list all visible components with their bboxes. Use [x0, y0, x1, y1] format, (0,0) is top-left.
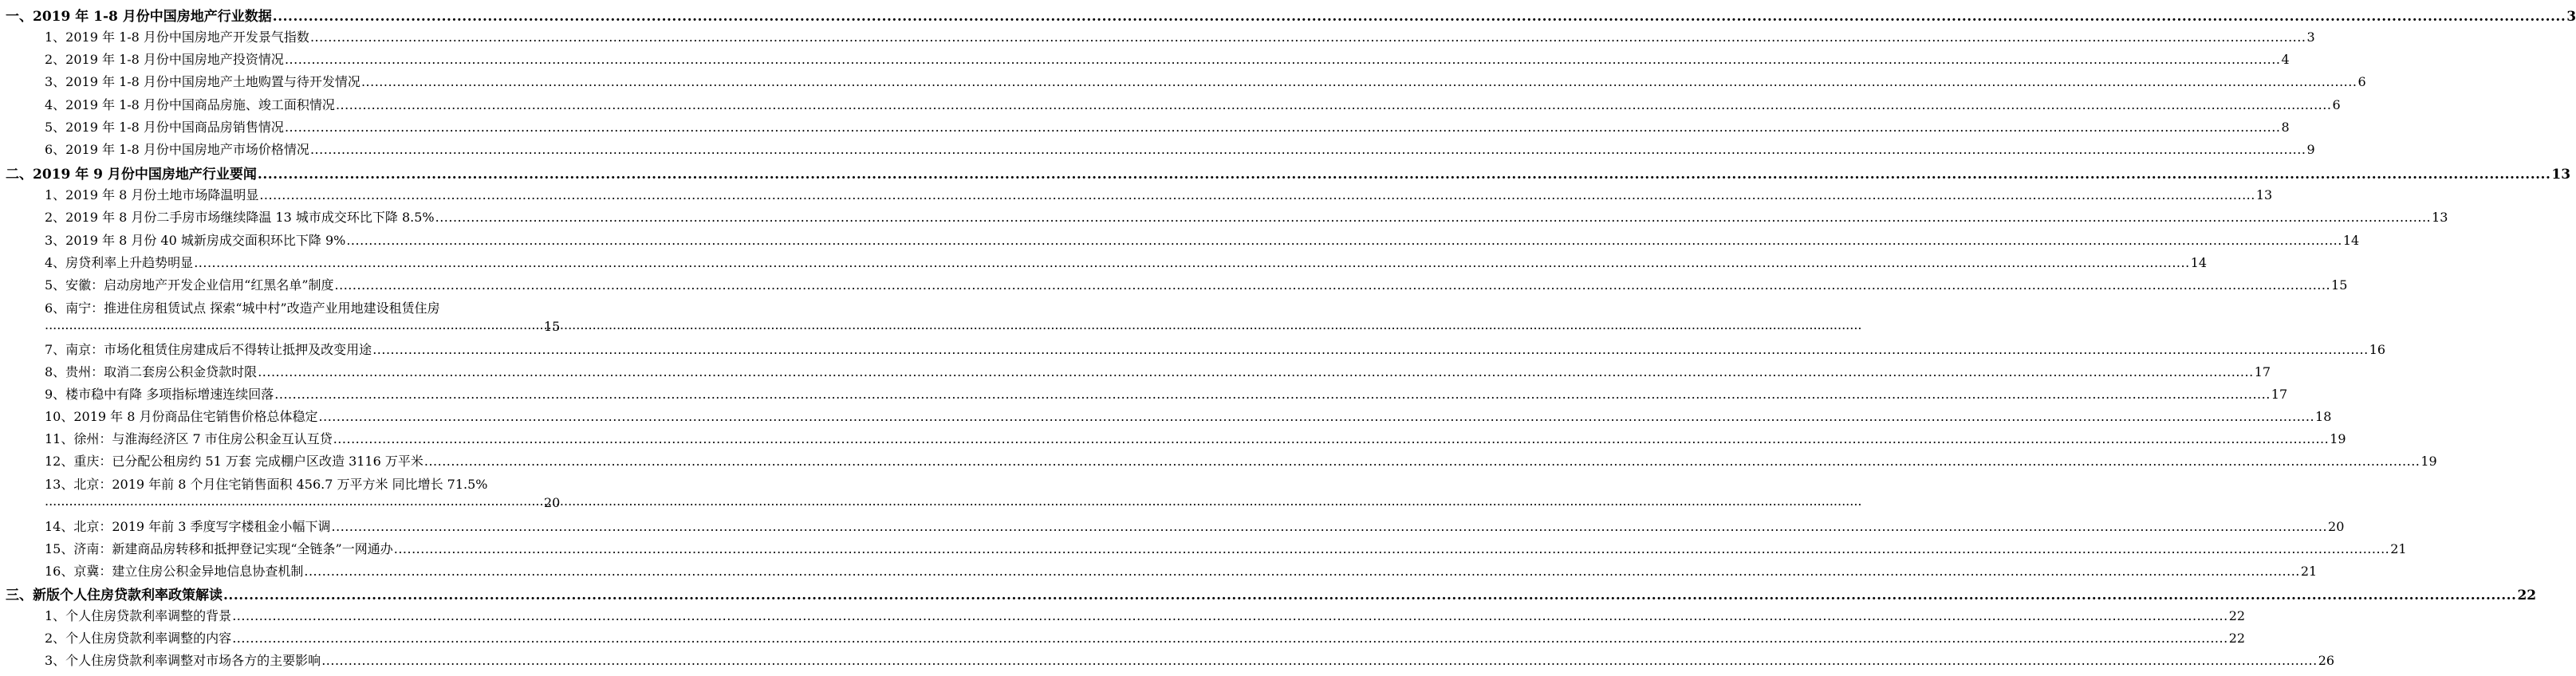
toc-entry[interactable]: [45, 517, 2345, 535]
toc-title: 8、贵州：取消二套房公积金贷款时限: [45, 364, 258, 379]
toc-page: 6: [2332, 97, 2341, 112]
leader-dots: [424, 454, 2420, 469]
toc-page: 6: [2357, 74, 2366, 89]
toc-title: 3、2019 年 8 月份 40 城新房成交面积环比下降 9%: [45, 233, 346, 248]
leader-dots: [223, 588, 2516, 603]
toc-entry[interactable]: [45, 95, 2341, 113]
toc-title: 三、新版个人住房贷款利率政策解读: [6, 588, 223, 603]
toc-title: 5、安徽：启动房地产开发企业信用“红黑名单”制度: [45, 277, 334, 293]
toc-entry[interactable]: [45, 429, 2346, 447]
toc-page: 18: [2315, 409, 2332, 424]
leader-dots: [336, 97, 2332, 112]
leader-dots: [394, 541, 2390, 556]
toc-page: 26: [2318, 653, 2335, 668]
toc-title: 7、南京：市场化租赁住房建成后不得转让抵押及改变用途: [45, 342, 372, 357]
toc-entry[interactable]: [45, 49, 2290, 68]
leader-dots: [435, 210, 2432, 225]
toc-section-3[interactable]: [6, 584, 2537, 603]
toc-title: 15、济南：新建商品房转移和抵押登记实现“全链条”一网通办: [45, 541, 393, 556]
toc-page: 13: [2255, 187, 2273, 202]
leader-dots: [258, 167, 2550, 183]
toc-title: 10、2019 年 8 月份商品住宅销售价格总体稳定: [45, 409, 318, 424]
toc-page: 8: [2281, 120, 2290, 135]
toc-entry[interactable]: [45, 606, 2246, 624]
toc-title: 2、个人住房贷款利率调整的内容: [45, 631, 232, 646]
leader-dots: [321, 653, 2318, 668]
toc-page: 3: [2566, 9, 2576, 25]
toc-page: 19: [2420, 454, 2437, 469]
toc-page: 9: [2306, 142, 2315, 157]
toc-page: 15: [2331, 277, 2348, 293]
leader-dots: [304, 564, 2300, 579]
toc-entry[interactable]: [45, 207, 2448, 226]
toc-title: 一、2019 年 1-8 月份中国房地产行业数据: [6, 9, 272, 25]
toc-page: 17: [2254, 364, 2271, 379]
toc-title: 1、个人住房贷款利率调整的背景: [45, 608, 232, 623]
toc-title: 4、2019 年 1-8 月份中国商品房施、竣工面积情况: [45, 97, 335, 112]
toc-page: 19: [2330, 431, 2346, 446]
toc-entry-wrapped[interactable]: [45, 474, 595, 493]
leader-dots: [319, 409, 2315, 424]
toc-entry[interactable]: [45, 451, 2437, 470]
toc-page: 20: [2328, 519, 2345, 534]
toc-title: 二、2019 年 9 月份中国房地产行业要闻: [6, 167, 257, 183]
leader-dots: [45, 317, 560, 332]
toc-page: 16: [2369, 342, 2386, 357]
leader-dots: [232, 631, 2228, 646]
toc-page: 3: [2306, 29, 2315, 45]
toc-page: 17: [2271, 387, 2288, 402]
toc-title: 16、京冀：建立住房公积金异地信息协查机制: [45, 564, 304, 579]
toc-page: 20: [544, 495, 561, 510]
toc-page: 13: [2432, 210, 2448, 225]
toc-entry[interactable]: [45, 185, 2273, 203]
leader-dots: [346, 233, 2342, 248]
toc-page: 14: [2342, 233, 2360, 248]
toc-title: 3、个人住房贷款利率调整对市场各方的主要影响: [45, 653, 321, 668]
toc-title: 11、徐州：与淮海经济区 7 市住房公积金互认互贷: [45, 431, 333, 446]
leader-dots: [332, 519, 2328, 534]
leader-dots: [361, 74, 2357, 89]
toc-entry[interactable]: [45, 230, 2360, 249]
toc-page: 22: [2228, 608, 2246, 623]
toc-entry[interactable]: [45, 384, 2288, 403]
toc-entry[interactable]: [45, 539, 2407, 557]
leader-dots: [194, 255, 2190, 270]
leader-dots: [310, 29, 2306, 45]
toc-title: 13、北京：2019 年前 8 个月住宅销售面积 456.7 万平方米 同比增长 71.5%: [45, 477, 488, 492]
leader-dots: [273, 9, 2566, 25]
toc-title: 2、2019 年 1-8 月份中国房地产投资情况: [45, 52, 284, 67]
toc-page: 13: [2551, 167, 2571, 183]
toc-page: 22: [2517, 588, 2537, 603]
toc-entry[interactable]: [45, 407, 2332, 425]
toc-page: 22: [2228, 631, 2246, 646]
leader-dots: [274, 387, 2271, 402]
leader-dots: [335, 277, 2331, 293]
leader-dots: [259, 187, 2255, 202]
toc-title: 3、2019 年 1-8 月份中国房地产土地购置与待开发情况: [45, 74, 360, 89]
toc-entry[interactable]: [45, 340, 2386, 358]
toc-title: 2、2019 年 8 月份二手房市场继续降温 13 城市成交环比下降 8.5%: [45, 210, 435, 225]
toc-title: 9、楼市稳中有降 多项指标增速连续回落: [45, 387, 274, 402]
toc-entry-wrapped[interactable]: [45, 298, 595, 316]
toc-title: 1、2019 年 8 月份土地市场降温明显: [45, 187, 259, 202]
toc-page: 15: [544, 319, 561, 334]
toc-title: 6、2019 年 1-8 月份中国房地产市场价格情况: [45, 142, 309, 157]
toc-entry[interactable]: [45, 650, 2335, 669]
toc-page: 4: [2281, 52, 2290, 67]
leader-dots: [372, 342, 2369, 357]
toc-title: 14、北京：2019 年前 3 季度写字楼租金小幅下调: [45, 519, 331, 534]
toc-page: 21: [2300, 564, 2318, 579]
toc-entry[interactable]: [45, 275, 2348, 293]
toc-title: 12、重庆：已分配公租房约 51 万套 完成棚户区改造 3116 万平米: [45, 454, 423, 469]
toc-entry[interactable]: [45, 253, 2208, 271]
toc-entry[interactable]: [45, 561, 2318, 580]
leader-dots: [45, 493, 560, 509]
toc-section-2[interactable]: [6, 163, 2571, 183]
toc-entry[interactable]: [45, 140, 2315, 158]
leader-dots: [258, 364, 2254, 379]
toc-page: 21: [2390, 541, 2407, 556]
leader-dots: [310, 142, 2306, 157]
toc-section-1[interactable]: [6, 5, 2576, 25]
leader-dots: [333, 431, 2330, 446]
leader-dots: [285, 120, 2281, 135]
toc-entry[interactable]: [45, 628, 2246, 647]
toc-page: 14: [2190, 255, 2208, 270]
toc-title: 6、南宁：推进住房租赁试点 探索“城中村”改造产业用地建设租赁住房: [45, 301, 440, 316]
leader-dots: [232, 608, 2228, 623]
leader-dots: [285, 52, 2281, 67]
toc-title: 5、2019 年 1-8 月份中国商品房销售情况: [45, 120, 284, 135]
toc-entry[interactable]: [45, 117, 2290, 136]
toc-entry[interactable]: [45, 362, 2271, 380]
toc-title: 4、房贷利率上升趋势明显: [45, 255, 194, 270]
toc-title: 1、2019 年 1-8 月份中国房地产开发景气指数: [45, 29, 309, 45]
toc-entry[interactable]: [45, 72, 2366, 90]
toc-entry[interactable]: [45, 27, 2315, 45]
